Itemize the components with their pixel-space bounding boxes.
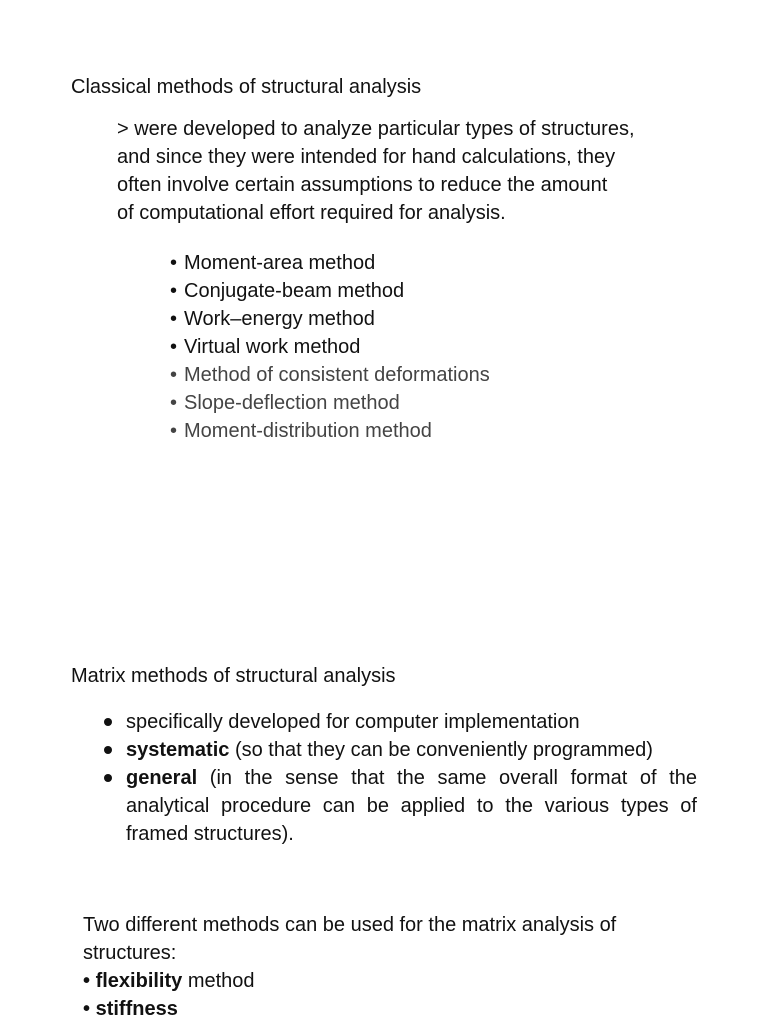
description-line: and since they were intended for hand calculations, they [117,146,616,168]
bullet-icon: • [170,252,178,274]
list-item [71,736,697,764]
classical-description [117,115,635,227]
intro-line: structures: [83,942,177,964]
classical-heading: Classical methods of structural analysis [71,76,422,98]
point-text: (so that they can be conveniently programmed) [229,739,653,761]
method-bold-term: stiffness [95,998,178,1020]
bullet-icon: • [170,280,178,302]
bullet-icon: • [170,392,178,414]
description-line: of computational effort required for analysis. [117,202,506,224]
list-item [83,967,616,995]
description-line: > were developed to analyze particular types of structures, [117,118,635,140]
intro-line: Two different methods can be used for the matrix analysis of [83,914,617,936]
list-item [170,249,490,277]
bullet-icon: • [170,364,178,386]
classical-methods-list [170,249,490,445]
method-label: Moment-area method [184,252,376,274]
method-label: Virtual work method [184,336,361,358]
list-item [170,417,490,445]
bullet-icon [104,718,112,726]
point-bold-term: systematic [126,739,230,761]
method-label: Slope-deflection method [184,392,400,414]
description-line: often involve certain assumptions to reduce the amount [117,174,608,196]
matrix-points-list [71,708,697,848]
method-bold-term: flexibility [95,970,183,992]
method-suffix: method [182,970,255,992]
point-text: specifically developed for computer implementation [126,711,580,733]
list-item [170,361,490,389]
bullet-icon [104,746,112,754]
list-item [170,305,490,333]
list-item [170,389,490,417]
bullet-icon: • [83,970,91,992]
bullet-icon: • [170,420,178,442]
matrix-heading: Matrix methods of structural analysis [71,665,396,687]
list-item [170,333,490,361]
method-label: Moment-distribution method [184,420,432,442]
point-text: (in the sense that the same overall format of the analytical procedure can be applied to the various types of framed structures). [126,767,697,845]
bullet-icon [104,774,112,782]
method-label: Work–energy method [184,308,375,330]
bullet-icon: • [170,308,178,330]
bullet-icon: • [83,998,91,1020]
bullet-icon: • [170,336,178,358]
method-label: Method of consistent deformations [184,364,490,386]
point-bold-term: general [126,767,198,789]
list-item [170,277,490,305]
list-item [71,764,697,848]
method-label: Conjugate-beam method [184,280,405,302]
two-methods-block [83,911,616,1023]
list-item [71,708,697,736]
list-item [83,995,616,1023]
